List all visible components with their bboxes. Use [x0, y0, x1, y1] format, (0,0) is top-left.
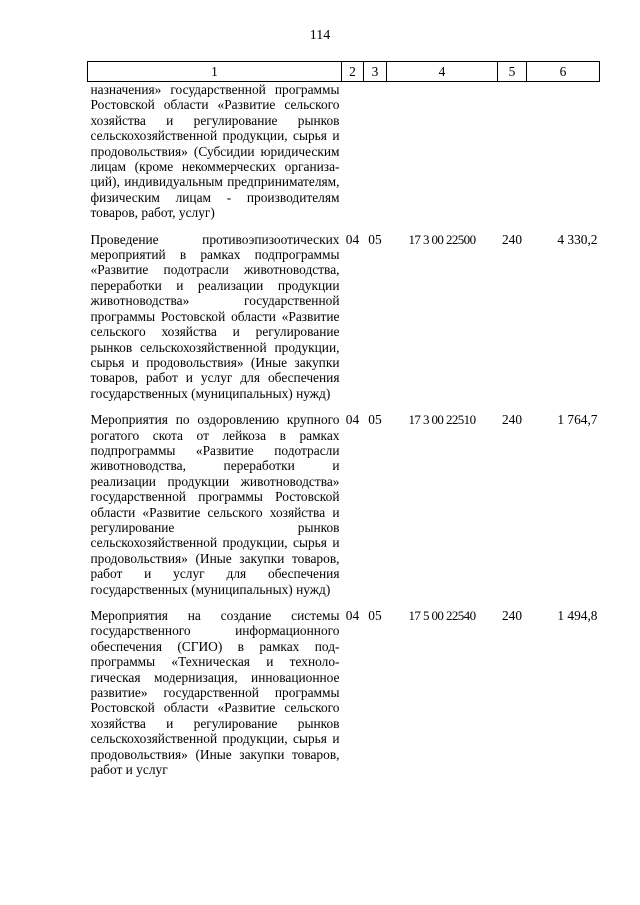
header-col-6: 6 — [527, 62, 600, 82]
row-expense-type-code: 240 — [501, 608, 523, 623]
row-target-article-code: 17 3 00 22510 — [408, 412, 476, 428]
row-section-code: 04 — [345, 412, 360, 428]
header-col-2: 2 — [342, 62, 364, 82]
row-amount — [527, 82, 600, 232]
row-description: назначения» государственной программы Ростовской области «Развитие сельского хозяйства и регулирование рынков сельскохозяйственной продукции, сырья и продовольствия» (Субсидии юридическим лицам (кроме некоммерческих организаций), индивидуальным предпринимателям, физическим лицам - производителям товаров, работ, услуг) — [90, 82, 340, 221]
budget-table-container — [87, 61, 599, 788]
header-col-5: 5 — [498, 62, 527, 82]
header-col-3: 3 — [364, 62, 387, 82]
row-amount: 1 494,8 — [557, 608, 598, 623]
table-row — [88, 82, 600, 232]
row-description: Проведение противоэпизоотических мероприятий в рамках подпрограммы «Развитие подотрасли животноводства, переработки и реализации продукции животноводства» государственной программы Ростовской области «Развитие сельского хозяйства и регулирование рынков сельскохозяйственной продукции, сырья и продовольствия» (Иные закупки товаров, работ и услуг для обеспечения государственных (муниципальных) нужд) — [90, 231, 340, 401]
table-body — [88, 82, 600, 789]
row-expense-type-code — [498, 82, 527, 232]
row-description: Мероприятия на создание системы государственного информационного обеспечения (СГИО) в рамках подпрограммы «Техническая и технологическая модернизация, инновационное развитие» государственной программы Ростовской области «Развитие сельского хозяйства и регулирование рынков сельскохозяйственной продукции, сырья и продовольствия» (Иные закупки товаров, работ и услуг — [90, 608, 340, 778]
row-subsection-code — [364, 82, 387, 232]
row-amount: 4 330,2 — [557, 231, 598, 247]
row-subsection-code: 05 — [368, 608, 382, 623]
budget-table — [87, 61, 600, 788]
header-col-4: 4 — [387, 62, 498, 82]
row-amount: 1 764,7 — [557, 412, 598, 428]
table-row — [88, 412, 600, 608]
row-expense-type-code: 240 — [501, 231, 523, 247]
row-section-code: 04 — [345, 231, 360, 247]
table-row — [88, 232, 600, 412]
row-subsection-code: 05 — [368, 231, 382, 247]
row-subsection-code: 05 — [368, 412, 382, 428]
row-section-code — [342, 82, 364, 232]
row-target-article-code — [387, 82, 498, 232]
table-header — [88, 62, 600, 82]
row-description: Мероприятия по оздоровлению крупного рогатого скота от лейкоза в рамках подпрограммы «Развитие подотрасли животноводства, переработки и реализации продукции животноводства» государственной программы Ростовской области «Развитие сельского хозяйства и регулирование рынков сельскохозяйственной продукции, сырья и продовольствия» (Иные закупки товаров, работ и услуг для обеспечения государственных (муниципальных) нужд) — [90, 412, 340, 597]
table-row — [88, 608, 600, 788]
row-section-code: 04 — [345, 608, 360, 623]
header-col-1: 1 — [88, 62, 342, 82]
row-target-article-code: 17 5 00 22540 — [408, 608, 476, 623]
page-number: 114 — [309, 28, 331, 43]
row-target-article-code: 17 3 00 22500 — [408, 231, 476, 247]
header-row — [88, 62, 600, 82]
row-expense-type-code: 240 — [501, 412, 523, 428]
